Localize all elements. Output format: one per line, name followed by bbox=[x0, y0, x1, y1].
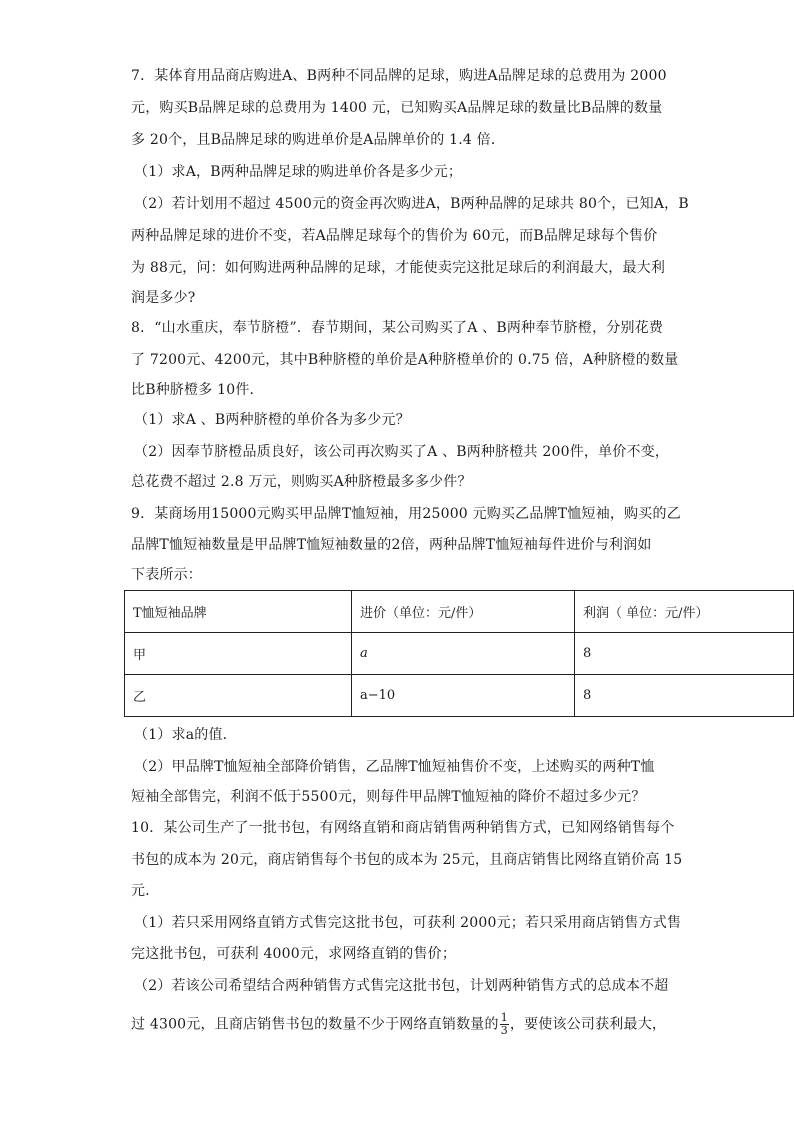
q7-part-1: （1）求A，B两种品牌足球的购进单价各是多少元； bbox=[134, 164, 463, 180]
q8-part-2-line-2: 总花费不超过 2.8 万元，则购买A种脐橙最多多少件？ bbox=[131, 474, 472, 490]
q9-part-1: （1）求a的值． bbox=[134, 727, 237, 743]
table-cell: 甲 bbox=[125, 633, 352, 675]
q10-part-1-line-1: （1）若只采用网络直销方式售完这批书包，可获利 2000元；若只采用商店销售方式售 bbox=[134, 915, 682, 931]
q9-line-3: 下表所示： bbox=[131, 567, 202, 583]
q10-part-2-text-before: 过 4300元，且商店销售书包的数量不少于网络直销数量的 bbox=[131, 1016, 499, 1033]
table-cell: a−10 bbox=[352, 675, 575, 717]
q7-part-2-line-1: （2）若计划用不超过 4500元的资金再次购进A，B两种品牌的足球共 80个，已知A，B bbox=[134, 196, 689, 212]
table-header-cell: 进价（单位：元/件） bbox=[352, 591, 575, 633]
q8-line-3: 比B种脐橙多 10件． bbox=[131, 382, 264, 398]
q7-line-3: 多 20个，且B品牌足球的购进单价是A品牌单价的 1.4 倍． bbox=[131, 132, 506, 148]
q8-line-1: 8．“山水重庆，奉节脐橙”．春节期间，某公司购买了A 、B两种奉节脐橙，分别花费 bbox=[131, 320, 664, 336]
table-cell: a bbox=[352, 633, 575, 675]
q7-line-2: 元，购买B品牌足球的总费用为 1400 元，已知购买A品牌足球的数量比B品牌的数量 bbox=[131, 100, 663, 116]
q9-part-2-line-1: （2）甲品牌T恤短袖全部降价销售，乙品牌T恤短袖售价不变，上述购买的两种T恤 bbox=[134, 759, 655, 775]
q9-part-2-line-2: 短袖全部售完，利润不低于5500元，则每件甲品牌T恤短袖的降价不超过多少元？ bbox=[131, 789, 646, 805]
q7-line-1: 7．某体育用品商店购进A、B两种不同品牌的足球，购进A品牌足球的总费用为 2000 bbox=[131, 68, 667, 84]
q7-part-2-line-4: 润是多少? bbox=[131, 290, 196, 306]
q8-part-2-line-1: （2）因奉节脐橙品质良好，该公司再次购买了A 、B两种脐橙共 200件，单价不变， bbox=[134, 444, 670, 460]
q7-part-2-line-3: 为 88元，问：如何购进两种品牌的足球，才能使卖完这批足球后的利润最大，最大利 bbox=[131, 260, 666, 276]
q9-line-1: 9．某商场用15000元购买甲品牌T恤短袖，用25000 元购买乙品牌T恤短袖，购买的乙 bbox=[131, 506, 681, 522]
table-row bbox=[125, 633, 794, 675]
fraction-numerator: 1 bbox=[500, 1011, 508, 1024]
q10-part-2-line-2 bbox=[131, 1012, 666, 1037]
table-header-cell: 利润（ 单位：元/件） bbox=[575, 591, 794, 633]
q10-part-2-line-1: （2）若该公司希望结合两种销售方式售完这批书包，计划两种销售方式的总成本不超 bbox=[134, 978, 669, 994]
table-header-row bbox=[125, 591, 794, 633]
q8-line-2: 了 7200元、4200元，其中B种脐橙的单价是A种脐橙单价的 0.75 倍，A种脐橙的数量 bbox=[131, 352, 679, 368]
q10-line-1: 10．某公司生产了一批书包，有网络直销和商店销售两种销售方式，已知网络销售每个 bbox=[131, 820, 675, 836]
q10-line-3: 元． bbox=[131, 883, 160, 899]
table-header-cell: T恤短袖品牌 bbox=[125, 591, 352, 633]
q9-line-2: 品牌T恤短袖数量是甲品牌T恤短袖数量的2倍，两种品牌T恤短袖每件进价与利润如 bbox=[131, 537, 652, 553]
q10-part-2-text-after: ，要使该公司获利最大， bbox=[509, 1016, 667, 1033]
table-row bbox=[125, 675, 794, 717]
price-profit-table bbox=[124, 590, 794, 717]
table-cell: 8 bbox=[575, 675, 794, 717]
q10-part-1-line-2: 完这批书包，可获利 4000元，求网络直销的售价； bbox=[131, 946, 457, 962]
q7-part-2-line-2: 两种品牌足球的进价不变，若A品牌足球每个的售价为 60元，而B品牌足球每个售价 bbox=[131, 228, 658, 244]
table-cell: 乙 bbox=[125, 675, 352, 717]
fraction-denominator: 3 bbox=[500, 1024, 508, 1037]
fraction-one-third bbox=[500, 1012, 509, 1037]
q8-part-1: （1）求A 、B两种脐橙的单价各为多少元？ bbox=[134, 412, 410, 428]
table-cell: 8 bbox=[575, 633, 794, 675]
q10-line-2: 书包的成本为 20元，商店销售每个书包的成本为 25元，且商店销售比网络直销价高 15 bbox=[131, 852, 683, 868]
